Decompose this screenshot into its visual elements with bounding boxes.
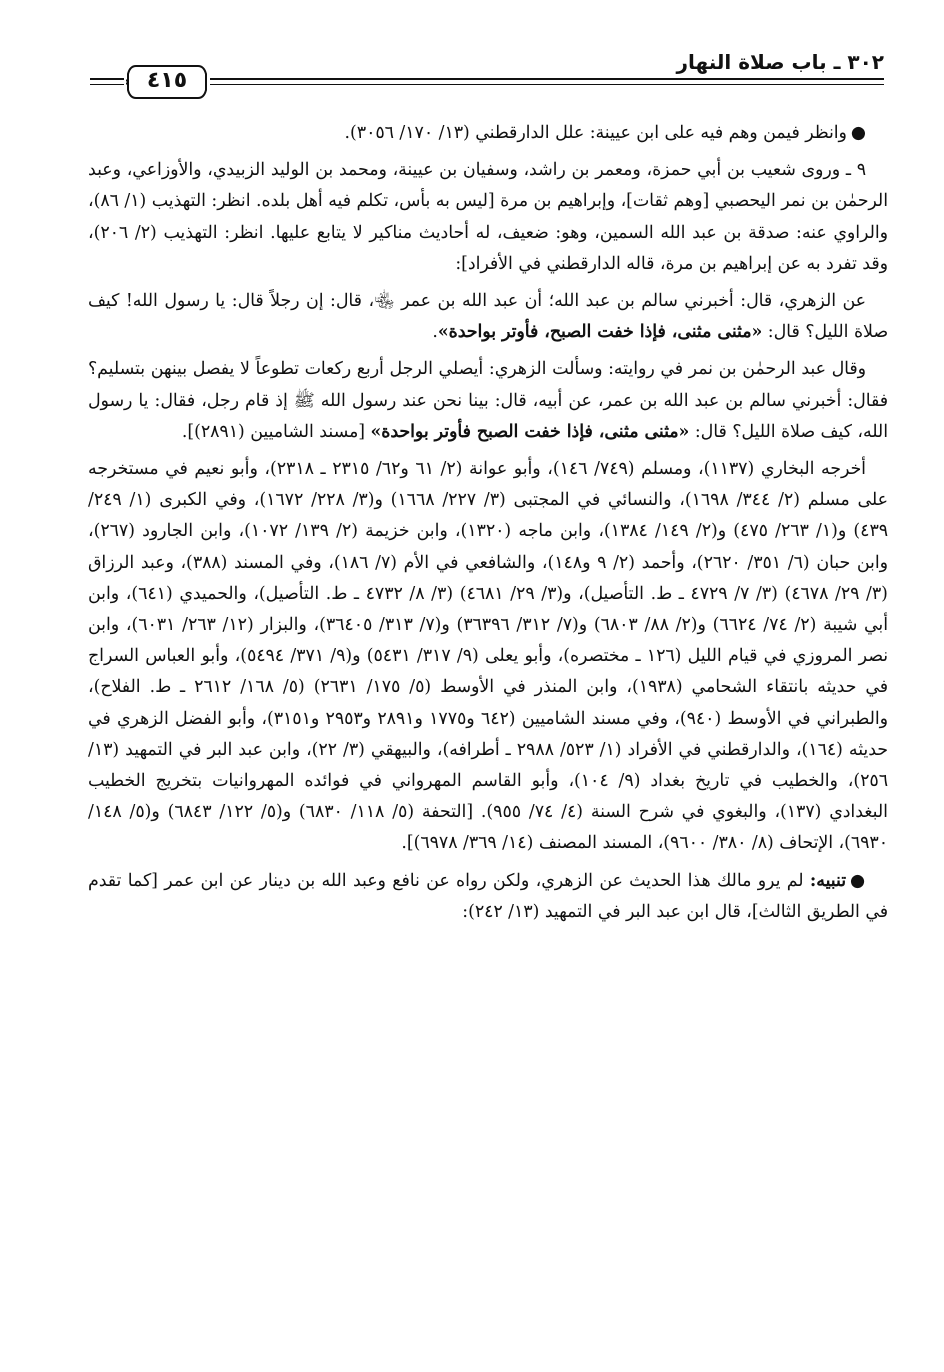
running-title: ٣٠٢ ـ باب صلاة النهار: [676, 50, 884, 74]
paragraph-3-end: .: [432, 322, 438, 343]
note-label: تنبيه:: [809, 870, 847, 891]
paragraph-6-text: لم يرو مالك هذا الحديث عن الزهري، ولكن رواه عن نافع وعبد الله بن دينار عن ابن عمر [كما تقدم في الطريق الثالث]، قال ابن عبد البر في التمهيد (١٣/ ٢٤٢):: [88, 870, 888, 922]
paragraph-5-takhrij: [88, 454, 888, 860]
page-number: ٤١٥: [146, 68, 188, 93]
paragraph-2: [88, 155, 888, 280]
paragraph-3: [88, 286, 888, 348]
hadith-quote: «مثنى مثنى، فإذا خفت الصبح، فأوتر بواحدة»: [437, 322, 763, 343]
rule-line-right-bottom: [210, 84, 884, 85]
page-number-badge: [126, 62, 208, 102]
paragraph-4-end: [مسند الشاميين (٢٨٩١)].: [181, 421, 371, 442]
header-rule: [90, 68, 884, 108]
paragraph-4-text: وقال عبد الرحمٰن بن نمر في روايته: وسألت الزهري: أيصلي الرجل أربع ركعات تطوعاً لا يفصل بينهن بتسليم؟ فقال: أخبرني سالم بن عبد الله بن عمر، عن أبيه، قال: بينا نحن عند رسول الله ﷺ إذ قام رجل، فقال: يا رسول الله، كيف صلاة الليل؟ قال:: [88, 359, 888, 442]
page-header: [90, 50, 884, 96]
rule-line-left-bottom: [90, 84, 124, 85]
paragraph-2-text: ٩ ـ وروى شعيب بن أبي حمزة، ومعمر بن راشد، وسفيان بن عيينة، ومحمد بن الوليد الزبيدي، والأوزاعي، وعبد الرحمٰن بن نمر اليحصبي [وهم ثقات]، وإبراهيم بن مرة [ليس به بأس، تكلم فيه أهل بلده. انظر: التهذيب (١/ ٨٦)، والراوي عنه: صدقة بن عبد الله السمين، وهو: ضعيف، له أحاديث مناكير لا يتابع عليها. انظر: التهذيب (٢/ ٢٠٦)، وقد تفرد به عن إبراهيم بن مرة، قاله الدارقطني في الأفراد]:: [88, 160, 888, 274]
bullet-icon: ●: [850, 870, 866, 891]
paragraph-5-text: أخرجه البخاري (١١٣٧)، ومسلم (٧٤٩/ ١٤٦)، وأبو عوانة (٢/ ٦١ و٦٢/ ٢٣١٥ ـ ٢٣١٨)، وأبو نعيم في مستخرجه على مسلم (٢/ ٣٤٤/ ١٦٩٨)، والنسائي في المجتبى (٣/ ٢٢٧/ ١٦٦٨) و(٣/ ٢٢٨/ ١٦٧٢)، وفي الكبرى (١/ ٢٤٩/ ٤٣٩) و(١/ ٢٦٣/ ٤٧٥) و(٢/ ١٤٩/ ١٣٨٤)، وابن ماجه (١٣٢٠)، وابن خزيمة (٢/ ١٣٩/ ١٠٧٢)، وابن الجارود (٢٦٧)، وابن حبان (٦/ ٣٥١/ ٢٦٢٠)، وأحمد (٢/ ٩ و١٤٨)، والشافعي في الأم (٧/ ١٨٦)، وفي المسند (٣٨٨)، وعبد الرزاق (٣/ ٢٩/ ٤٦٧٨) (٣/ ٧/ ٤٧٢٩ ـ ط. التأصيل)، و(٣/ ٢٩/ ٤٦٨١) (٣/ ٨/ ٤٧٣٢ ـ ط. التأصيل)، والحميدي (٦٤١)، وابن أبي شيبة (٢/ ٧٤/ ٦٦٢٤) و(٢/ ٨٨/ ٦٨٠٣) و(٧/ ٣١٢/ ٣٦٣٩٦) و(٧/ ٣١٣/ ٣٦٤٠٥)، والبزار (١٢/ ٢٦٣/ ٦٠٣١)، وابن نصر المروزي في قيام الليل (١٢٦ ـ مختصره)، وأبو يعلى (٩/ ٣١٧/ ٥٤٣١) و(٩/ ٣٧١/ ٥٤٩٤)، وأبو العباس السراج في حديثه بانتقاء الشحامي (١٩٣٨)، وابن المنذر في الأوسط (٥/ ١٧٥/ ٢٦٣١) (٥/ ١٦٨/ ٢٦١٢ ـ ط. الفلاح)، والطبراني في الأوسط (٩٤٠)، وفي مسند الشاميين (٦٤٢ و١٧٧٥ و٢٨٩١ و٢٩٥٣ و٣١٥١)، وأبو الفضل الزهري في حديثه (١٦٤)، والدارقطني في الأفراد (١/ ٥٢٣/ ٢٩٨٨ ـ أطرافه)، والبيهقي (٣/ ٢٢)، وابن عبد البر في التمهيد (١٣/ ٢٥٦)، والخطيب في تاريخ بغداد (٩/ ١٠٤)، وأبو القاسم المهرواني في فوائده المهروانيات بتخريج الخطيب البغدادي (١٣٧)، والبغوي في شرح السنة (٤/ ٧٤/ ٩٥٥). [التحفة (٥/ ١١٨/ ٦٨٣٠) و(٥/ ١٢٢/ ٦٨٤٣) و(٥/ ١٤٨/ ٦٩٣٠)، الإتحاف (٨/ ٣٨٠/ ٩٦٠٠)، المسند المصنف (١٤/ ٣٦٩/ ٦٩٧٨)].: [88, 459, 889, 854]
paragraph-1-text: وانظر فيمن وهم فيه على ابن عيينة: علل الدارقطني (١٣/ ١٧٠/ ٣٠٥٦).: [344, 123, 847, 143]
paragraph-3-text: عن الزهري، قال: أخبرني سالم بن عبد الله؛ أن عبد الله بن عمر ﵄، قال: إن رجلاً قال: يا رسول الله! كيف صلاة الليل؟ قال:: [88, 291, 888, 343]
paragraph-6-note: [88, 866, 888, 928]
rule-line-right-top: [210, 78, 884, 80]
rule-line-left-top: [90, 78, 124, 80]
paragraph-1: [88, 118, 888, 149]
bullet-icon: ●: [850, 123, 866, 143]
paragraph-4: [88, 354, 888, 448]
page-body: [88, 118, 888, 934]
hadith-quote-2: «مثنى مثنى، فإذا خفت الصبح فأوتر بواحدة»: [370, 421, 690, 442]
